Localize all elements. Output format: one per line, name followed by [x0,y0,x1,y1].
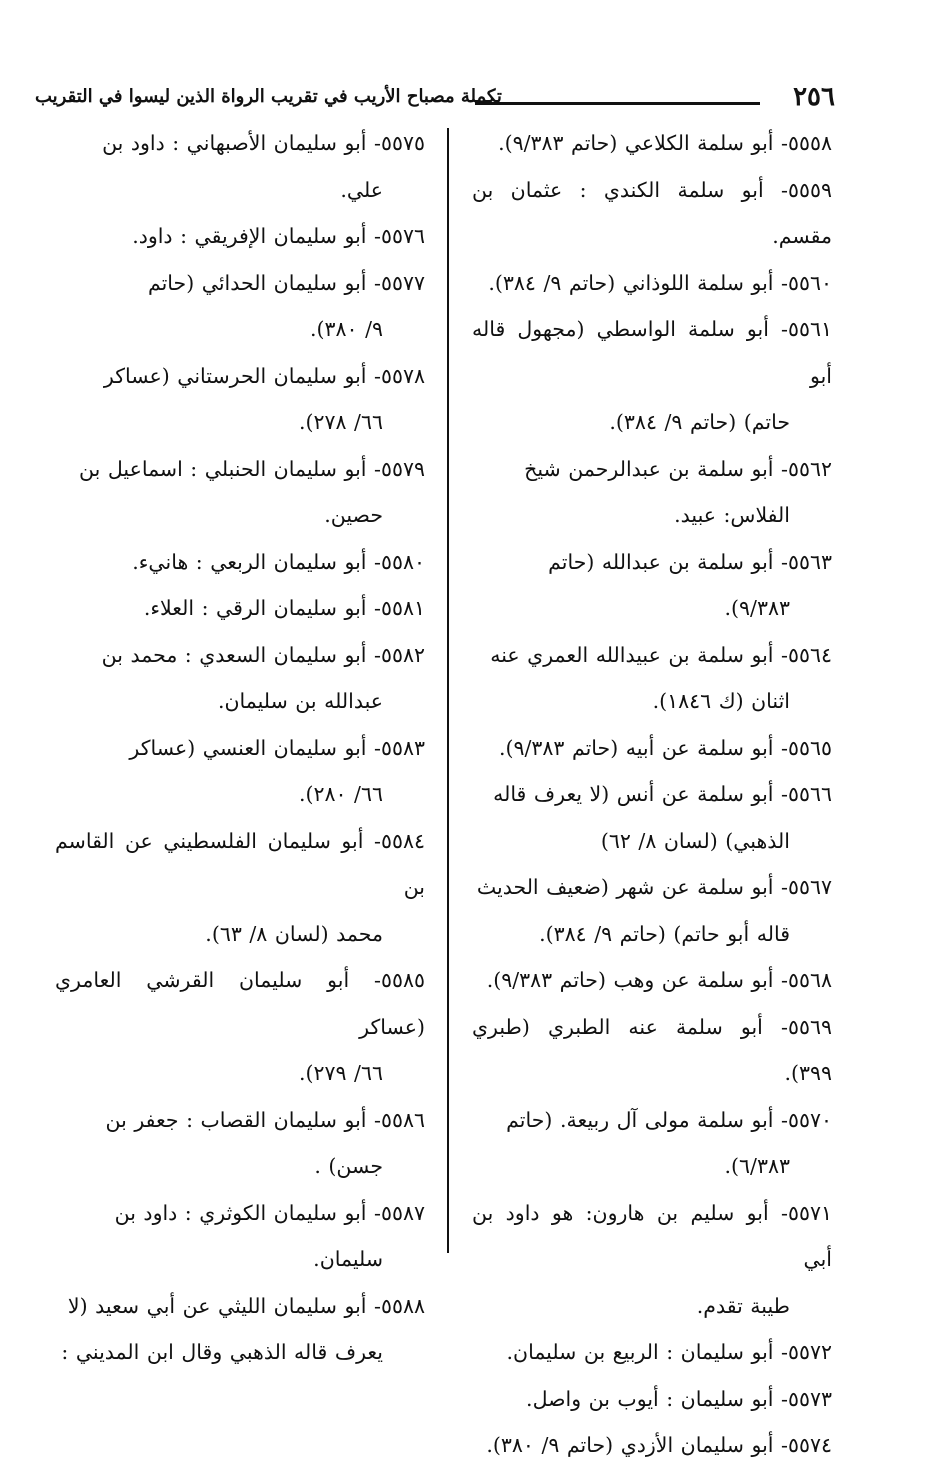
entry-number: ٥٥٦١- [781,317,832,341]
entry-continuation: ٩/٣٨٣). [724,596,790,620]
entry-text: أبو سلمة اللوذاني (حاتم ٩/ ٣٨٤). [488,270,774,295]
entry-continuation: حاتم) (حاتم ٩/ ٣٨٤). [609,410,790,434]
entry [472,120,832,167]
entry-number: ٥٥٧٥- [374,131,425,155]
entry-number: ٥٥٦٧- [781,875,832,899]
entry-number: ٥٥٨٠- [374,549,425,574]
entry-number: ٥٥٧٩- [374,456,425,481]
entry-text: أبو سلمة عنه الطبري (طبري ٣٩٩). [472,1014,832,1085]
entry-text: أبو سلمة الكلاعي (حاتم ٩/٣٨٣). [498,131,774,155]
entry [55,353,425,446]
entry [472,539,832,632]
entry-text: أبو سليمان الحنبلي : اسماعيل بن [79,456,367,481]
column-divider [447,128,449,1253]
entry [55,818,425,958]
entry-number: ٥٥٥٨- [781,131,832,155]
entry-number: ٥٥٦٦- [781,782,832,806]
entry-number: ٥٥٨٤- [374,828,425,853]
entry-text: أبو سلمة مولى آل ربيعة. (حاتم [506,1107,774,1132]
entry [55,446,425,539]
entry-number: ٥٥٦٢- [781,456,832,481]
entry-number: ٥٥٧٦- [374,224,425,248]
entry-number: ٥٥٦٣- [781,549,832,574]
entry-text: أبو سليمان الأزدي (حاتم ٩/ ٣٨٠). [486,1433,774,1457]
entry [472,1422,832,1469]
entry-number: ٥٥٨٢- [374,642,425,667]
entry-number: ٥٥٧٣- [781,1386,832,1411]
entry [472,1190,832,1330]
entry [472,1004,832,1097]
entry-number: ٥٥٨٦- [374,1107,425,1132]
entry-text: أبو سليمان العنسي (عساكر [129,735,367,760]
entry-number: ٥٥٦٤- [781,642,832,667]
entry [55,260,425,353]
entry-number: ٥٥٧٧- [374,270,425,295]
entry [55,1190,425,1283]
entry-continuation: طيبة تقدم. [696,1293,790,1318]
entry [55,957,425,1097]
entry-text: أبو سليمان الحدائي (حاتم [147,270,367,295]
entry-continuation: ٦٦/ ٢٨٠). [298,782,383,806]
entry-text: أبو سلمة بن عبيدالله العمري عنه [490,642,774,667]
entry-text: أبو سليمان الليثي عن أبي سعيد (لا [67,1293,367,1318]
entry [472,1329,832,1376]
entry-continuation: ٩/ ٣٨٠). [309,317,383,341]
header-rule [475,102,760,105]
entry-number: ٥٥٧٨- [374,363,425,388]
entry [472,957,832,1004]
entry-number: ٥٥٧١- [781,1200,832,1225]
entry-text: أبو سلمة الواسطي (مجهول قاله أبو [472,317,832,388]
entry-number: ٥٥٦٠- [781,270,832,295]
entry-text: أبو سلمة عن شهر (ضعيف الحديث [476,875,774,899]
entry-number: ٥٥٥٩- [781,177,832,202]
entry [472,1097,832,1190]
entry-continuation: الفلاس: عبيد. [674,503,790,527]
entry-text: أبو سليمان القصاب : جعفر بن [105,1107,367,1132]
left-column [55,120,425,1376]
entry-number: ٥٥٨٣- [374,735,425,760]
entry [55,632,425,725]
entry-continuation: ٦/٣٨٣). [724,1154,790,1178]
entry [55,120,425,213]
entry-text: أبو سليمان : أيوب بن واصل. [526,1386,774,1411]
entry-text: أبو سليم بن هارون: هو داود بن أبي [472,1200,832,1271]
entry-continuation: علي. [340,177,383,202]
entry-number: ٥٥٦٥- [781,735,832,760]
entry-text: أبو سلمة الكندي : عثمان بن مقسم. [472,177,832,248]
entry-text: أبو سليمان الرقي : العلاء. [143,596,367,620]
entry [55,1283,425,1376]
page-number: ٢٥٦ [793,82,835,112]
entry-text: أبو سليمان الكوثري : داود بن [114,1200,367,1225]
entry-text: أبو سلمة عن أنس (لا يعرف قاله [493,782,774,806]
entry-text: أبو سليمان السعدي : محمد بن [101,642,367,667]
entry-text: أبو سليمان القرشي العامري (عساكر [55,968,425,1039]
entry-text: أبو سليمان الإفريقي : داود. [132,224,367,248]
entry-number: ٥٥٧٤- [781,1433,832,1457]
entry-text: أبو سليمان الأصبهاني : داود بن [102,131,367,155]
entry-text: أبو سليمان الربعي : هانيء. [132,549,367,574]
entry-continuation: اثنان (ك ١٨٤٦). [652,689,790,713]
entry [472,725,832,772]
entry [472,771,832,864]
entry-number: ٥٥٨٨- [374,1293,425,1318]
entry [472,306,832,446]
entry [472,260,832,307]
entry-number: ٥٥٨١- [374,596,425,620]
entry-continuation: ٦٦/ ٢٧٩). [298,1061,383,1085]
entry-number: ٥٥٨٧- [374,1200,425,1225]
entry-text: أبو سلمة بن عبدالله (حاتم [548,549,774,574]
right-column [472,120,832,1469]
entry-number: ٥٥٧٠- [781,1107,832,1132]
entry [55,725,425,818]
entry-continuation: جسن) . [314,1154,383,1178]
entry-text: أبو سلمة عن وهب (حاتم ٩/٣٨٣). [486,968,774,992]
entry [472,632,832,725]
entry [472,167,832,260]
entry [55,213,425,260]
entry-number: ٥٥٨٥- [374,968,425,992]
entry [472,864,832,957]
entry [55,1097,425,1190]
entry-continuation: محمد (لسان ٨/ ٦٣). [205,921,383,946]
entry-continuation: يعرف قاله الذهبي وقال ابن المديني : [61,1340,383,1364]
entry-number: ٥٥٦٩- [781,1014,832,1039]
entry-text: أبو سليمان الحرستاني (عساكر [103,363,367,388]
entry [55,539,425,586]
entry-text: أبو سلمة بن عبدالرحمن شيخ [524,456,774,481]
entry [472,1376,832,1423]
entry-text: أبو سلمة عن أبيه (حاتم ٩/٣٨٣). [498,735,774,760]
entry-continuation: قاله أبو حاتم) (حاتم ٩/ ٣٨٤). [539,921,790,946]
running-title: تكملة مصباح الأريب في تقريب الرواة الذين ليسوا في التقريب [35,86,502,107]
entry-continuation: سليمان. [313,1247,383,1271]
entry-continuation: عبدالله بن سليمان. [217,689,383,713]
entry-number: ٥٥٦٨- [781,968,832,992]
entry-continuation: الذهبي) (لسان ٨/ ٦٢) [600,828,790,853]
entry-number: ٥٥٧٢- [781,1340,832,1364]
entry [472,446,832,539]
entry-continuation: حصين. [324,503,383,527]
page-header [35,82,835,122]
entry-text: أبو سليمان الفلسطيني عن القاسم بن [55,828,425,899]
entry-continuation: ٦٦/ ٢٧٨). [298,410,383,434]
entry-text: أبو سليمان : الربيع بن سليمان. [506,1340,774,1364]
entry [55,585,425,632]
